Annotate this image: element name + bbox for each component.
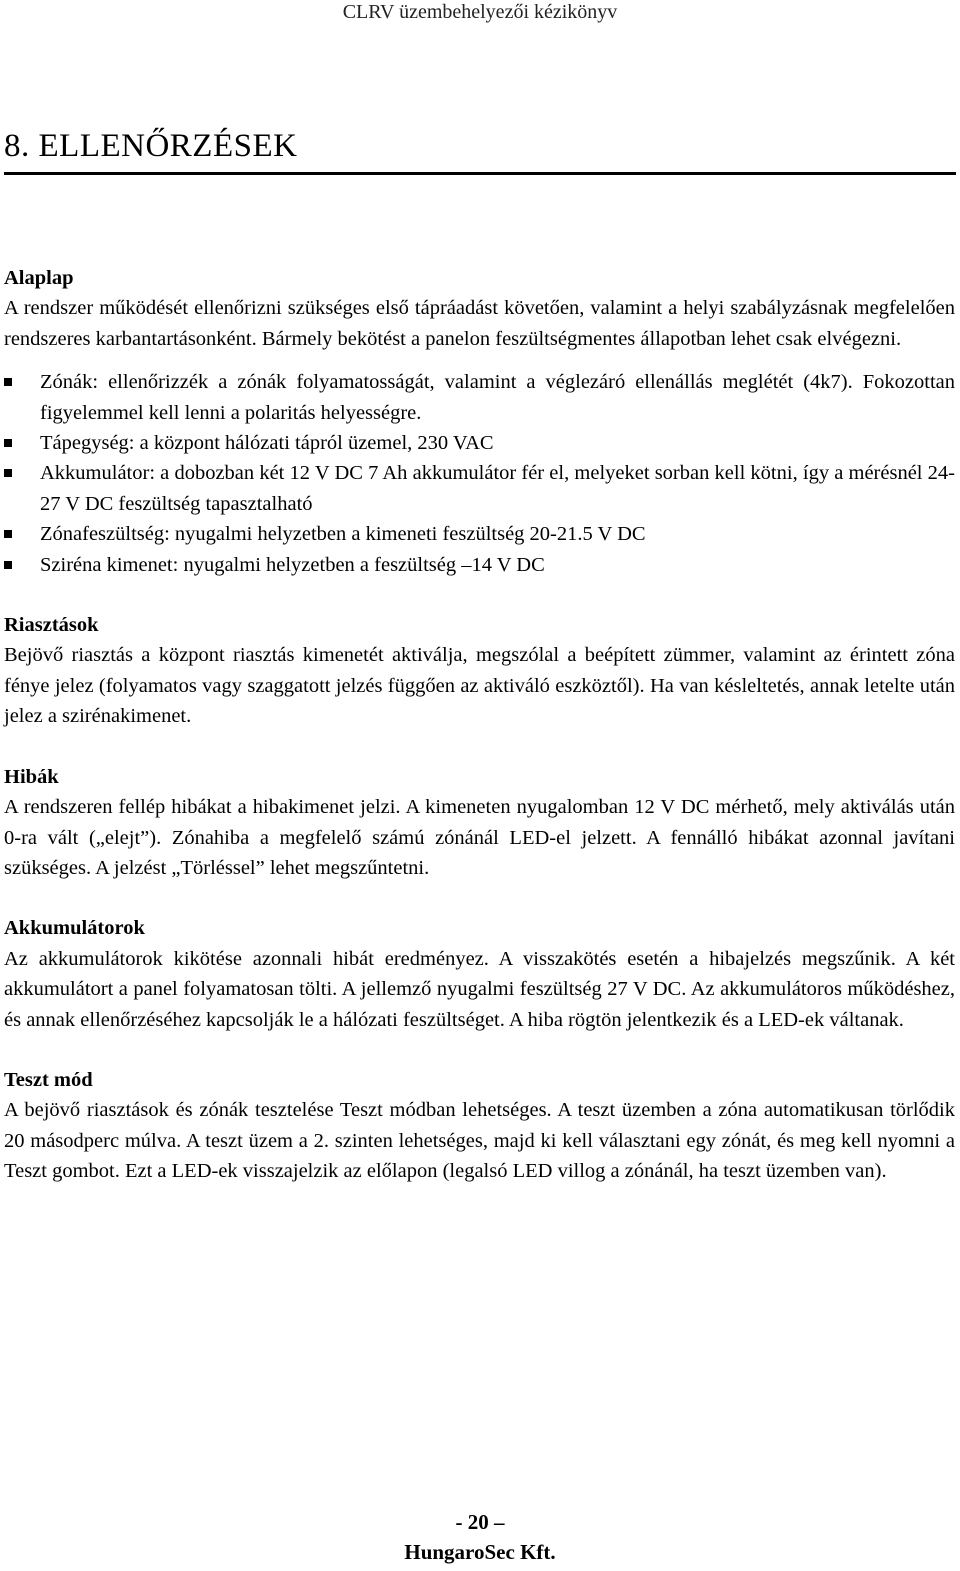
bullet-list xyxy=(4,367,955,580)
section-paragraph: A rendszer működését ellenőrizni szükséges első tápráadást követően, valamint a helyi szabályzásnak megfelelően rendszeres karbantartásonként. Bármely bekötést a panelon feszültségmentes állapotban lehet csak elvégezni. xyxy=(4,297,955,350)
square-bullet-icon xyxy=(4,530,12,538)
list-item-text: Tápegység: a központ hálózati tápról üzemel, 230 VAC xyxy=(40,432,494,455)
chapter-rule xyxy=(4,172,956,175)
square-bullet-icon xyxy=(4,378,12,386)
section-spacer xyxy=(4,883,955,913)
list-item-text: Zónák: ellenőrizzék a zónák folyamatosságát, valamint a véglezáró ellenállás meglétét (4k7). Fokozottan figyelemmel kell lenni a polaritás helyességre. xyxy=(40,371,955,424)
section-paragraph: Az akkumulátorok kikötése azonnali hibát eredményez. A visszakötés esetén a hibajelzés megszűnik. A két akkumulátort a panel folyamatosan tölti. A jellemző nyugalmi feszültség 27 V DC. Az akkumulátoros működéshez, és annak ellenőrzéséhez kapcsolják le a hálózati feszültséget. A hiba rögtön jelentkezik és a LED-ek váltanak. xyxy=(4,947,955,1031)
section-riasztasok xyxy=(4,610,955,732)
section-title: Hibák xyxy=(4,765,59,788)
section-spacer xyxy=(4,732,955,762)
list-item-text: Sziréna kimenet: nyugalmi helyzetben a feszültség –14 V DC xyxy=(40,553,545,576)
list-item xyxy=(4,428,955,458)
section-alaplap xyxy=(4,263,955,580)
section-paragraph: A bejövő riasztások és zónák tesztelése Teszt módban lehetséges. A teszt üzemben a zóna automatikusan törlődik 20 másodperc múlva. A teszt üzem a 2. szinten lehetséges, majd ki kell választani egy zónát, és meg kell nyomni a Teszt gombot. Ezt a LED-ek visszajelzik az előlapon (legalsó LED villog a zónánál, ha teszt üzemben van). xyxy=(4,1099,955,1183)
section-hibak xyxy=(4,762,955,884)
company-name: HungaroSec Kft. xyxy=(404,1540,556,1564)
section-spacer xyxy=(4,1035,955,1065)
section-title: Riasztások xyxy=(4,614,99,637)
section-teszt-mod xyxy=(4,1065,955,1187)
section-title: Teszt mód xyxy=(4,1068,93,1091)
section-paragraph: A rendszeren fellép hibákat a hibakimenet jelzi. A kimeneten nyugalomban 12 V DC mérhető, mely aktiválás után 0-ra vált („elejt”). Zónahiba a megfelelő számú zónánál LED-el jelzett. A fennálló hibákat azonnal javítani szükséges. A jelzést „Törléssel” lehet megszűntetni. xyxy=(4,796,955,879)
list-item-text: Akkumulátor: a dobozban két 12 V DC 7 Ah akkumulátor fér el, melyeket sorban kell kötni, így a mérésnél 24-27 V DC feszültség tapasztalható xyxy=(40,462,955,515)
running-header: CLRV üzembehelyezői kézikönyv xyxy=(342,1,618,23)
chapter-title: 8. ELLENŐRZÉSEK xyxy=(4,128,298,164)
square-bullet-icon xyxy=(4,561,12,569)
list-item xyxy=(4,550,955,580)
section-paragraph: Bejövő riasztás a központ riasztás kimenetét aktiválja, megszólal a beépített zümmer, valamint az érintett zóna fénye jelez (folyamatos vagy szaggatott jelzés függően az aktiváló eszköztől). Ha van késleltetés, annak letelte után jelez a szirénakimenet. xyxy=(4,644,955,728)
square-bullet-icon xyxy=(4,439,12,447)
section-title: Akkumulátorok xyxy=(4,917,145,940)
document-body xyxy=(4,263,955,1187)
section-title: Alaplap xyxy=(4,267,74,289)
list-item xyxy=(4,458,955,519)
square-bullet-icon xyxy=(4,469,12,477)
list-item-text: Zónafeszültség: nyugalmi helyzetben a kimeneti feszültség 20-21.5 V DC xyxy=(40,523,646,546)
list-item xyxy=(4,519,955,549)
list-item xyxy=(4,367,955,428)
page-number: - 20 – xyxy=(455,1510,505,1534)
section-spacer xyxy=(4,580,955,610)
section-akkumulatorok xyxy=(4,913,955,1035)
